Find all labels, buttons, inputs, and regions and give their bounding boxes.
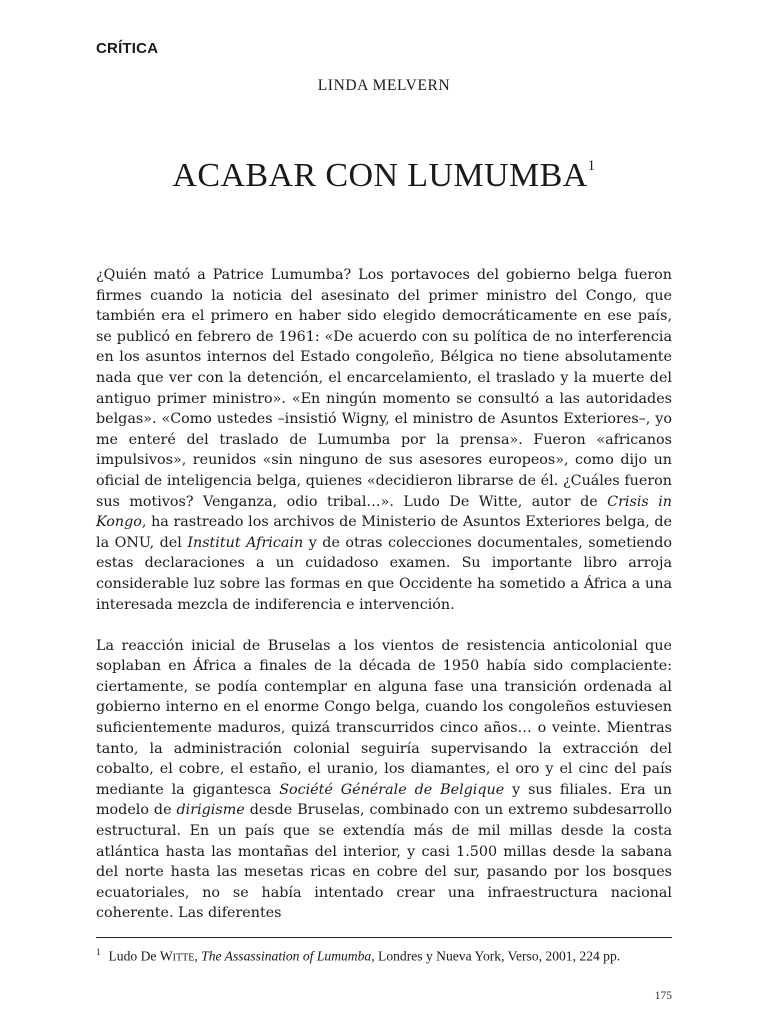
italic-text: Crisis in Kongo	[96, 493, 672, 531]
section-label: CRÍTICA	[96, 40, 159, 57]
text-run: , ha rastreado los archivos de Ministerio de Asuntos Exteriores belga, de la ONU, del	[96, 514, 672, 551]
article-body	[96, 265, 672, 924]
paragraph-2	[96, 636, 672, 924]
paragraph-1	[96, 265, 672, 615]
text-run: ¿Quién mató a Patrice Lumumba? Los portavoces del gobierno belga fueron firmes cuando la noticia del asesinato del primer ministro del Congo, que también era el primero en haber sido elegido democráticamente en ese país, se publicó en febrero de 1961: «De acuerdo con su política de no interferencia en los asuntos internos del Estado congoleño, Bélgica no tiene absolutamente nada que ver con la detención, el encarcelamiento, el traslado y la muerte del antiguo primer ministro». «En ningún momento se consultó a las autoridades belgas». «Como ustedes –insistió Wigny, el ministro de Asuntos Exteriores–, yo me enteré del traslado de Lumumba por la prensa». Fueron «africanos impulsivos», reunidos «sin ninguno de sus asesores europeos», como dijo un oficial de inteligencia belga, quienes «decidieron librarse de él. ¿Cuáles fueron sus motivos? Venganza, odio tribal…». Ludo De Witte, autor de	[96, 267, 672, 510]
page-number: 175	[654, 990, 672, 1002]
text-run: desde Bruselas, combinado con un extremo subdesarrollo estructural. En un país que se extendía más de mil millas desde la costa atlántica hasta las montañas del interior, y casi 1.500 millas desde la sabana del norte hasta las mesetas ricas en cobre del sur, pasando por los bosques ecuatoriales, no se había intentado crear una infraestructura nacional coherente. Las diferentes	[96, 802, 672, 922]
footnote-rule	[96, 937, 672, 938]
footnote-book-title: The Assassination of Lumumba	[201, 948, 372, 964]
italic-text: dirigisme	[176, 802, 245, 819]
article-author: LINDA MELVERN	[317, 77, 451, 94]
text-run: La reacción inicial de Bruselas a los vientos de resistencia anticolonial que soplaban en África a finales de la década de 1950 había sido complaciente: ciertamente, se podía contemplar en alguna fase una transición ordenada al gobierno interno en el enorme Congo belga, cuando los congoleños estuviesen suficientemente maduros, quizá transcurridos cinco años… o veinte. Mientras tanto, la administración colonial seguiría supervisando la extracción del cobalto, el cobre, el estaño, el uranio, los diamantes, el oro y el cinc del país mediante la gigantesca	[96, 637, 672, 798]
footnote: $^1$ Ludo De Witte, The Assassination of Lumumba, Londres y Nueva York, Verso, 2001, 224 pp.	[96, 947, 621, 964]
title-footnote-marker: 1	[587, 157, 596, 174]
footnote-author-last: Witte	[159, 948, 195, 964]
italic-text: Société Générale de Belgique	[279, 781, 505, 798]
article-title	[0, 157, 768, 195]
footnote-marker: 1	[96, 947, 101, 957]
text-run: y sus filiales. Era un modelo de	[96, 781, 673, 819]
italic-text: Institut Africain	[187, 534, 304, 551]
footnote-author-first: Ludo De	[108, 948, 160, 964]
footnote-publication: , Londres y Nueva York, Verso, 2001, 224 pp.	[371, 948, 621, 964]
text-run: y de otras colecciones documentales, sometiendo estas declaraciones a un cuidadoso examen. Su importante libro arroja considerable luz sobre las formas en que Occidente ha sometido a África a una interesada mezcla de indiferencia e intervención.	[96, 534, 672, 613]
article-title-text: ACABAR CON LUMUMBA	[172, 157, 588, 194]
